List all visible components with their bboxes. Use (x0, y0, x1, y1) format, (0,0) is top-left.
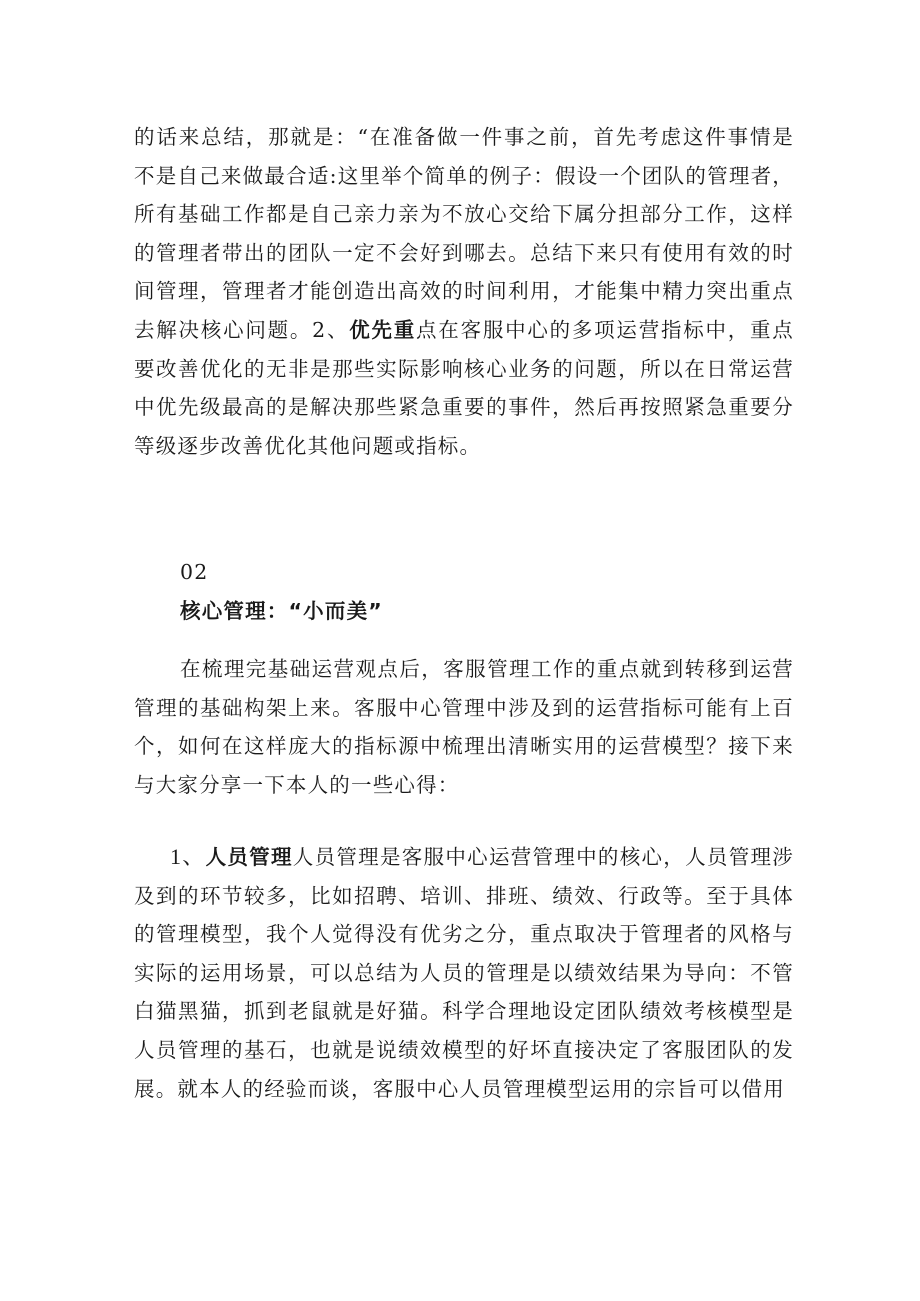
staff-management-text: 人员管理是客服中心运营管理中的核心，人员管理涉及到的环节较多，比如招聘、培训、排班、绩效、行政等。至于具体的管理模型，我个人觉得没有优劣之分，重点取决于管理者的风格与实际的运用场景，可以总结为人员的管理是以绩效结果为导向：不管白猫黑猫，抓到老鼠就是好猫。科学合理地设定团队绩效考核模型是人员管理的基石，也就是说绩效模型的好坏直接决定了客服团队的发展。就本人的经验而谈，客服中心人员管理模型运用的宗旨可以借用 (134, 845, 794, 1101)
paragraph-time-management-and-priority (134, 118, 794, 465)
priority-heading-bold: 优先重 (349, 317, 417, 342)
staff-management-heading-bold: 人员管理 (205, 845, 293, 869)
section-number: 02 (180, 560, 209, 584)
section-title: 核心管理：“小而美” (180, 599, 383, 623)
paragraph-staff-management (134, 838, 794, 1108)
paragraph-1-tail-text: 点在客服中心的多项运营指标中，重点要改善优化的无非是那些实际影响核心业务的问题，所以在日常运营中优先级最高的是解决那些紧急重要的事件，然后再按照紧急重要分等级逐步改善优化其他问题或指标。 (134, 317, 794, 458)
list-number: 1、 (170, 844, 206, 869)
paragraph-1-lead-text: 的话来总结，那就是：“在准备做一件事之前，首先考虑这件事情是不是自己来做最合适:这里举个简单的例子：假设一个团队的管理者，所有基础工作都是自己亲力亲为不放心交给下属分担部分工作，这样的管理者带出的团队一定不会好到哪去。总结下来只有使用有效的时间管理，管理者才能创造出高效的时间利用，才能集中精力突出重点去解决核心问题。2、 (134, 125, 794, 342)
paragraph-operations-framework: 在梳理完基础运营观点后，客服管理工作的重点就到转移到运营管理的基础构架上来。客服中心管理中涉及到的运营指标可能有上百个，如何在这样庞大的指标源中梳理出清晰实用的运营模型？接下来与大家分享一下本人的一些心得： (134, 657, 794, 797)
